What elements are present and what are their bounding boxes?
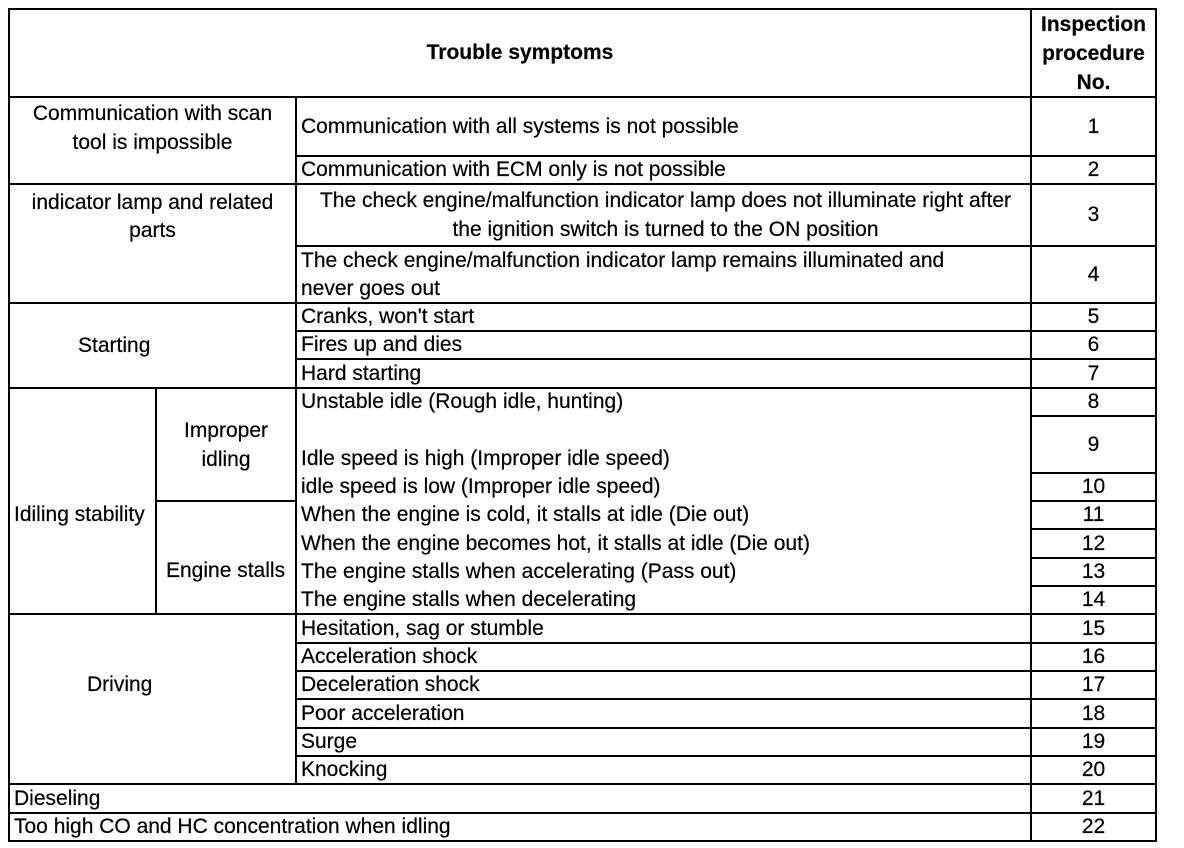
category-idling-stability bbox=[8, 387, 157, 615]
symptom-cell bbox=[295, 613, 1032, 644]
symptom-cell bbox=[295, 755, 1032, 785]
procedure-number: 3 bbox=[1087, 203, 1100, 226]
symptom-text: Communication with ECM only is not possible bbox=[301, 158, 726, 181]
procedure-number: 19 bbox=[1081, 730, 1106, 753]
procedure-number-cell bbox=[1030, 727, 1157, 757]
symptom-line bbox=[295, 472, 1032, 502]
procedure-number-cell bbox=[1030, 642, 1157, 672]
symptom-text: Surge bbox=[301, 730, 358, 753]
symptom-text: Fires up and dies bbox=[301, 333, 463, 356]
symptom-text: The check engine/malfunction indicator lamp remains illuminated and never goes out bbox=[301, 248, 945, 300]
procedure-number: 15 bbox=[1081, 616, 1106, 640]
symptom-text: Acceleration shock bbox=[301, 645, 478, 668]
category-indicator-lamp bbox=[8, 183, 297, 304]
symptom-cell-co-hc bbox=[8, 812, 1032, 842]
symptom-text: Hard starting bbox=[301, 361, 422, 385]
procedure-number-cell bbox=[1030, 183, 1157, 247]
header-trouble-symptoms bbox=[8, 8, 1032, 98]
symptom-cell bbox=[295, 96, 1032, 157]
category-driving bbox=[8, 613, 297, 785]
procedure-number: 4 bbox=[1087, 262, 1100, 286]
procedure-number-cell bbox=[1030, 783, 1157, 814]
procedure-number: 6 bbox=[1087, 333, 1100, 356]
category-starting bbox=[8, 302, 297, 389]
procedure-number-cell bbox=[1030, 755, 1157, 785]
category-label: Communication with scan tool is impossible bbox=[32, 102, 273, 154]
symptom-line bbox=[295, 387, 1032, 417]
symptom-cell bbox=[295, 302, 1032, 332]
symptom-line bbox=[295, 444, 1032, 474]
procedure-number: 20 bbox=[1081, 758, 1106, 781]
symptom-cell bbox=[295, 245, 1032, 304]
header-trouble-symptoms-text: Trouble symptoms bbox=[426, 41, 614, 64]
procedure-number-cell bbox=[1030, 698, 1157, 729]
procedure-number-cell bbox=[1030, 96, 1157, 157]
category-label: indicator lamp and related parts bbox=[31, 191, 274, 242]
symptom-text: Idle speed is high (Improper idle speed) bbox=[301, 447, 670, 470]
procedure-number: 2 bbox=[1087, 158, 1100, 181]
symptom-text: When the engine is cold, it stalls at idle (Die out) bbox=[301, 503, 750, 526]
procedure-number-cell bbox=[1030, 812, 1157, 842]
procedure-number-cell bbox=[1030, 670, 1157, 700]
symptom-text: Knocking bbox=[301, 758, 388, 781]
procedure-number-cell bbox=[1030, 245, 1157, 304]
procedure-number: 9 bbox=[1087, 432, 1100, 456]
procedure-number-cell bbox=[1030, 155, 1157, 185]
procedure-number-cell bbox=[1030, 415, 1157, 474]
symptom-text: The engine stalls when accelerating (Pass out) bbox=[301, 560, 737, 583]
procedure-number: 14 bbox=[1081, 588, 1106, 611]
subcategory-label: Engine stalls bbox=[166, 559, 286, 582]
procedure-number-cell bbox=[1030, 330, 1157, 360]
symptom-text: idle speed is low (Improper idle speed) bbox=[301, 475, 661, 498]
symptom-text: Deceleration shock bbox=[301, 673, 480, 696]
symptom-cell bbox=[295, 183, 1032, 247]
symptom-line bbox=[295, 528, 1032, 559]
symptom-cell bbox=[295, 698, 1032, 729]
subcategory-improper-idling bbox=[155, 387, 297, 502]
symptom-text: Unstable idle (Rough idle, hunting) bbox=[301, 390, 624, 413]
header-inspection-procedure-no bbox=[1030, 8, 1157, 98]
symptom-text: When the engine becomes hot, it stalls at idle (Die out) bbox=[301, 531, 810, 555]
symptom-text: Communication with all systems is not possible bbox=[301, 114, 739, 138]
category-label: Idiling stability bbox=[14, 503, 145, 526]
procedure-number-cell bbox=[1030, 387, 1157, 417]
procedure-number: 21 bbox=[1081, 786, 1106, 810]
header-inspection-procedure-no-text: Inspection procedure No. bbox=[1040, 12, 1146, 94]
procedure-number: 11 bbox=[1082, 503, 1105, 526]
procedure-number: 18 bbox=[1081, 701, 1106, 725]
symptom-cell bbox=[295, 670, 1032, 700]
subcategory-label: Improper idling bbox=[183, 418, 269, 471]
category-label: Starting bbox=[78, 333, 151, 357]
procedure-number-cell bbox=[1030, 613, 1157, 644]
symptom-text: Hesitation, sag or stumble bbox=[301, 616, 544, 640]
procedure-number-cell bbox=[1030, 557, 1157, 587]
symptom-line bbox=[295, 585, 1032, 615]
symptom-text: The check engine/malfunction indicator lamp does not illuminate right after the ignition switch is turned to the ON position bbox=[319, 189, 1012, 241]
procedure-number: 22 bbox=[1081, 815, 1106, 838]
symptom-text: Dieseling bbox=[14, 786, 101, 810]
symptom-line bbox=[295, 557, 1032, 587]
symptom-cell bbox=[295, 358, 1032, 389]
subcategory-engine-stalls bbox=[155, 500, 297, 615]
category-label: Driving bbox=[87, 673, 153, 696]
procedure-number: 13 bbox=[1081, 560, 1106, 583]
procedure-number: 5 bbox=[1087, 305, 1100, 328]
procedure-number-cell bbox=[1030, 528, 1157, 559]
procedure-number-cell bbox=[1030, 585, 1157, 615]
symptom-cell bbox=[295, 330, 1032, 360]
symptom-cell-dieseling bbox=[8, 783, 1032, 814]
procedure-number: 8 bbox=[1087, 390, 1100, 413]
symptom-text: Poor acceleration bbox=[301, 701, 465, 725]
procedure-number-cell bbox=[1030, 302, 1157, 332]
procedure-number: 10 bbox=[1081, 475, 1106, 498]
symptom-text: Cranks, won't start bbox=[301, 305, 475, 328]
procedure-number: 1 bbox=[1087, 114, 1100, 138]
procedure-number-cell bbox=[1030, 472, 1157, 502]
symptom-line bbox=[295, 500, 1032, 530]
procedure-number: 17 bbox=[1081, 673, 1106, 696]
symptom-cell bbox=[295, 727, 1032, 757]
procedure-number-cell bbox=[1030, 500, 1157, 530]
procedure-number: 7 bbox=[1087, 361, 1100, 385]
symptom-cell bbox=[295, 642, 1032, 672]
procedure-number: 12 bbox=[1081, 531, 1106, 555]
procedure-number: 16 bbox=[1081, 645, 1106, 668]
symptom-text: The engine stalls when decelerating bbox=[301, 588, 637, 611]
category-communication bbox=[8, 96, 297, 185]
symptom-text: Too high CO and HC concentration when idling bbox=[14, 815, 451, 838]
procedure-number-cell bbox=[1030, 358, 1157, 389]
symptom-cell bbox=[295, 155, 1032, 185]
